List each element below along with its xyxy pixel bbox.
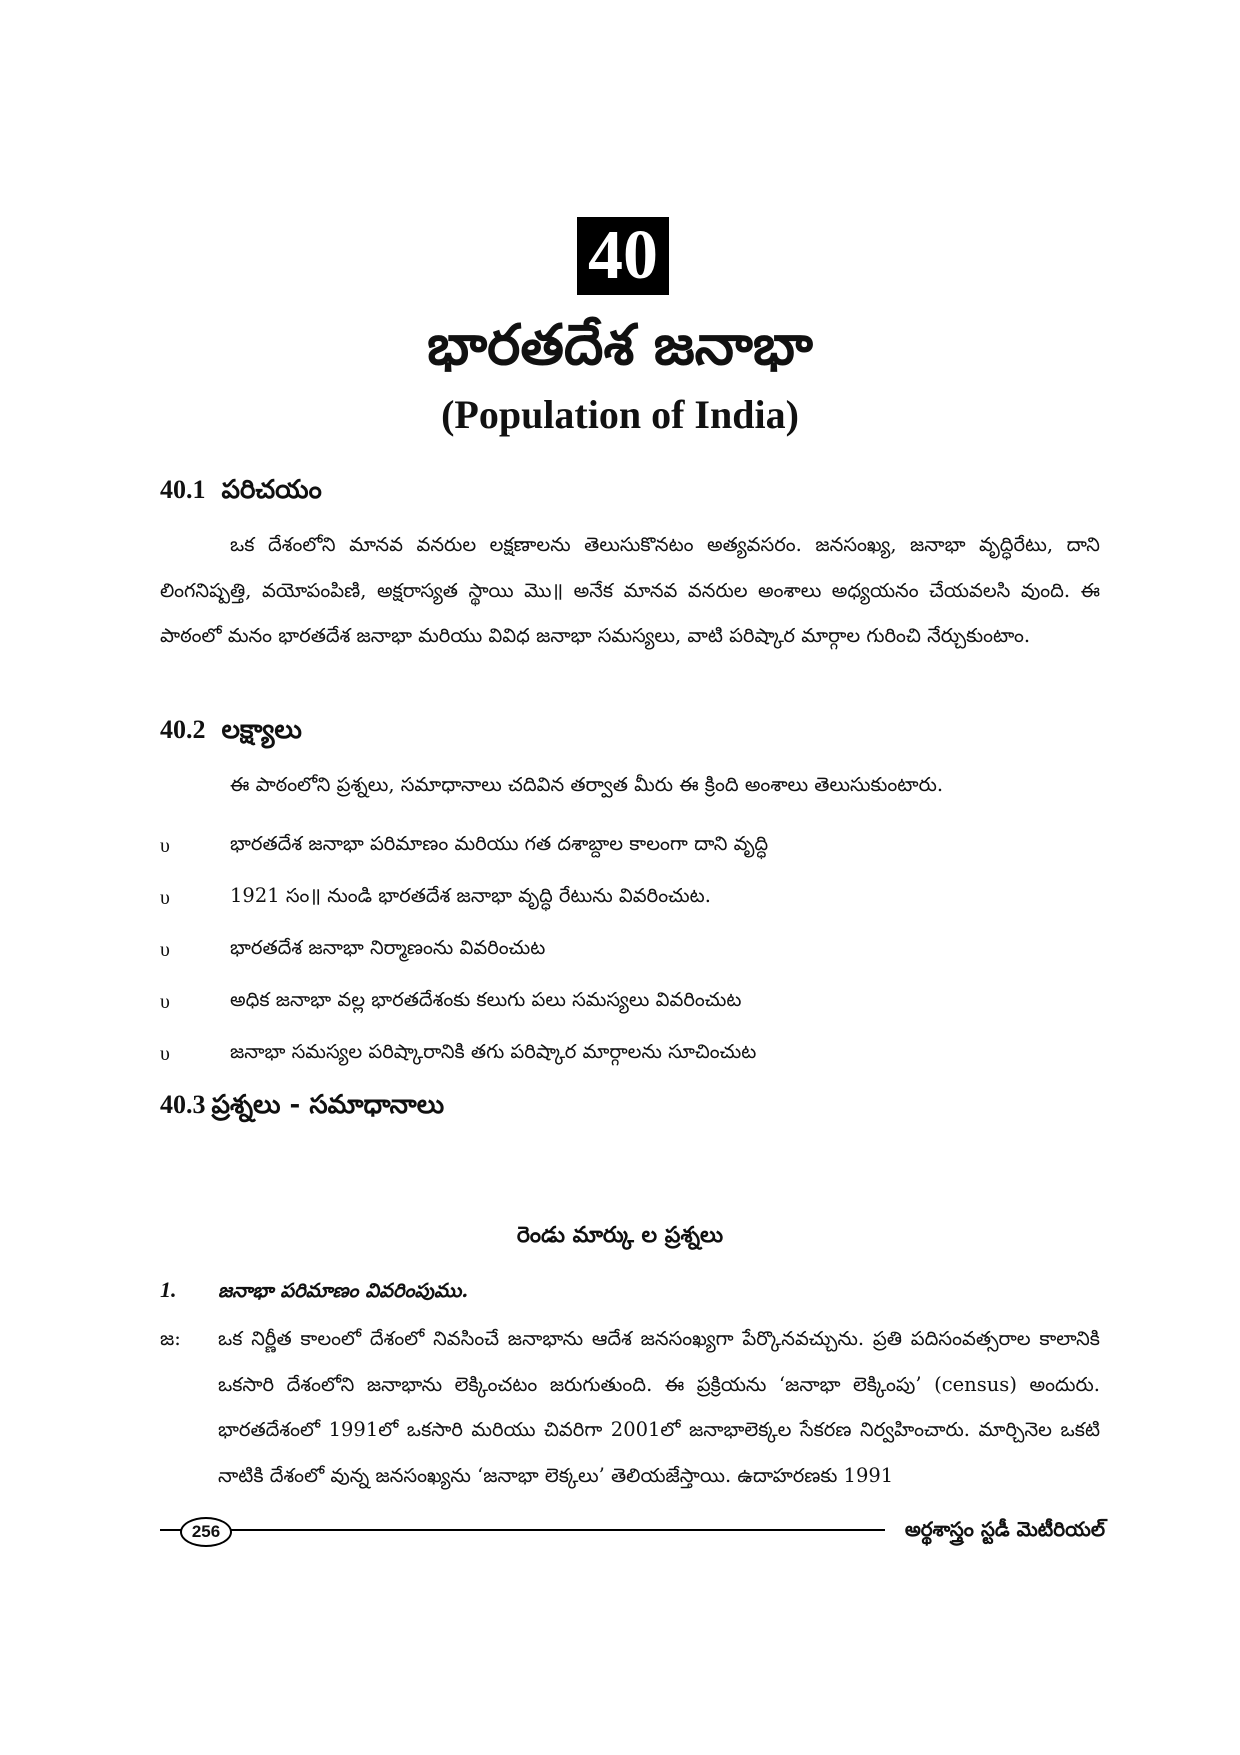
- bullet: υ: [160, 938, 170, 961]
- footer-rule: [160, 1529, 885, 1531]
- section-number: 40.2: [160, 715, 206, 744]
- list-item: [160, 976, 1100, 1028]
- section-heading-intro: [160, 470, 322, 510]
- list-item: [160, 1028, 1100, 1080]
- list-item-text: భారతదేశ జనాభా పరిమాణం మరియు గత దశాబ్దాల కాలంగా దాని వృద్ధి: [230, 832, 769, 855]
- section-title: పరిచయం: [221, 475, 322, 505]
- section-title: ప్రశ్నలు - సమాధానాలు: [211, 1090, 445, 1120]
- list-item: [160, 924, 1100, 976]
- bullet: υ: [160, 990, 170, 1013]
- section-heading-qa: [160, 1085, 444, 1125]
- list-item-text: 1921 సం॥ నుండి భారతదేశ జనాభా వృద్ధి రేటును వివరించుట.: [230, 884, 711, 907]
- list-item-text: భారతదేశ జనాభా నిర్మాణంను వివరించుట: [230, 936, 546, 959]
- chapter-title: భారతదేశ జనాభా: [427, 312, 813, 378]
- list-item-text: జనాభా సమస్యల పరిష్కారానికి తగు పరిష్కార మార్గాలను సూచించుట: [230, 1040, 757, 1063]
- section-number: 40.1: [160, 475, 206, 504]
- answer-text: ఒక నిర్ణీత కాలంలో దేశంలో నివసించే జనాభాను ఆదేశ జనసంఖ్యగా పేర్కొనవచ్చును. ప్రతి పదిసంవత్సరాల కాలానికి ఒకసారి దేశంలోని జనాభాను లెక్కించటం జరుగుతుంది. ఈ ప్రక్రియను ‘జనాభా లెక్కింపు’ (census) అందురు. భారతదేశంలో 1991లో ఒకసారి మరియు చివరిగా 2001లో జనాభాలెక్కల సేకరణ నిర్వహించారు. మార్చినెల ఒకటి నాటికి దేశంలో వున్న జనసంఖ్యను ‘జనాభా లెక్కలు’ తెలియజేస్తాయి. ఉదాహరణకు 1991: [218, 1327, 1100, 1487]
- question-text: జనాభా పరిమాణం వివరింపుము.: [218, 1279, 469, 1302]
- bullet: υ: [160, 886, 170, 909]
- bullet: υ: [160, 1042, 170, 1065]
- answer-label: జ:: [160, 1327, 181, 1350]
- question: [160, 1270, 468, 1311]
- question-number: 1.: [160, 1277, 177, 1302]
- chapter-number: 40: [577, 217, 669, 295]
- section-heading-objectives: [160, 710, 302, 750]
- intro-paragraph: ఒక దేశంలోని మానవ వనరుల లక్షణాలను తెలుసుకొనటం అత్యవసరం. జనసంఖ్య, జనాభా వృద్ధిరేటు, దాని లింగనిష్పత్తి, వయోపంపిణి, అక్షరాస్యత స్థాయి మొ॥ అనేక మానవ వనరుల అంశాలు అధ్యయనం చేయవలసి వుంది. ఈ పాఠంలో మనం భారతదేశ జనాభా మరియు వివిధ జనాభా సమస్యలు, వాటి పరిష్కార మార్గాల గురించి నేర్చుకుంటాం.: [160, 533, 1100, 647]
- list-item-text: అధిక జనాభా వల్ల భారతదేశంకు కలుగు పలు సమస్యలు వివరించుట: [230, 988, 742, 1011]
- section-number: 40.3: [160, 1090, 206, 1119]
- two-mark-questions-heading: రెండు మార్కు ల ప్రశ్నలు: [516, 1222, 724, 1248]
- chapter-subtitle: (Population of India): [441, 392, 799, 437]
- list-item: [160, 820, 1100, 872]
- bullet: υ: [160, 834, 170, 857]
- footer-book-title: అర్థశాస్త్రం స్టడీ మెటీరియల్: [904, 1517, 1105, 1541]
- list-item: [160, 872, 1100, 924]
- objectives-intro: ఈ పాఠంలోని ప్రశ్నలు, సమాధానాలు చదివిన తర్వాత మీరు ఈ క్రింది అంశాలు తెలుసుకుంటారు.: [230, 773, 944, 796]
- page-number: 256: [180, 1517, 232, 1547]
- objectives-list: [160, 820, 1100, 1080]
- section-title: లక్ష్యాలు: [221, 715, 302, 745]
